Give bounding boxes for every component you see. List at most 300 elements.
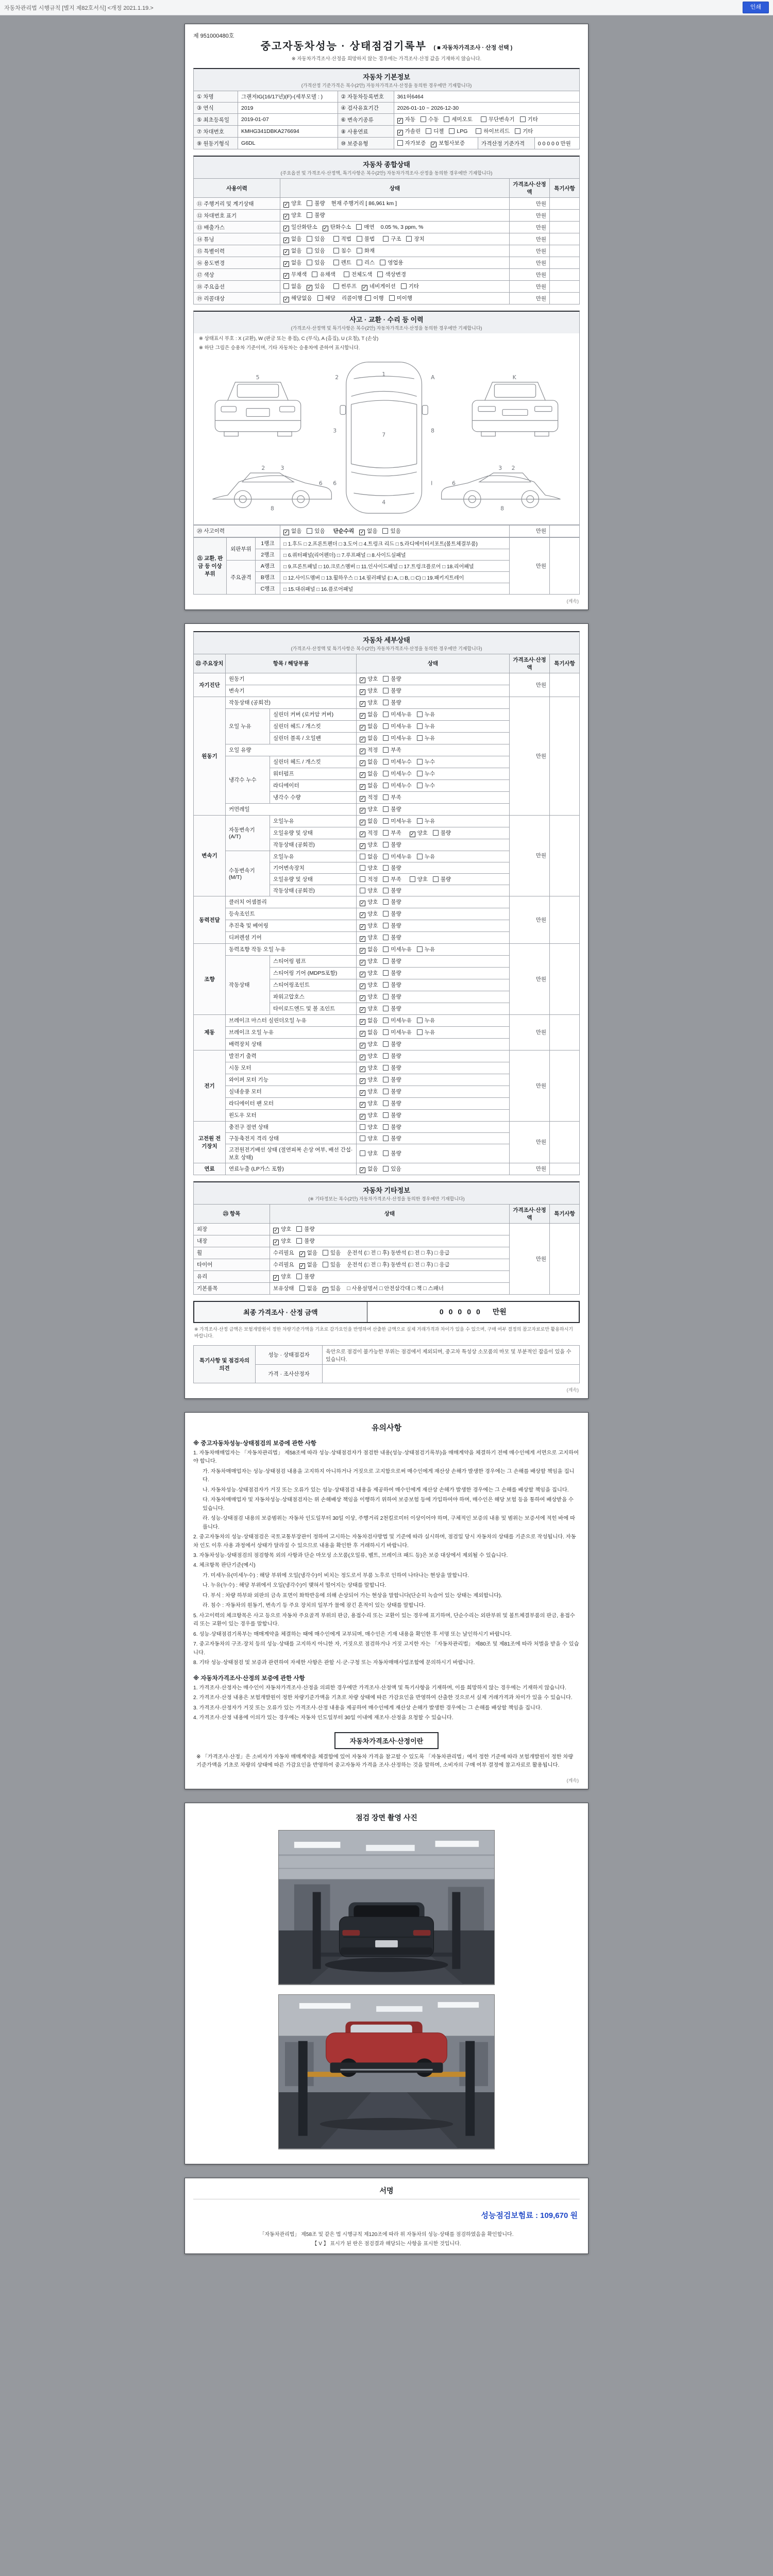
checkbox[interactable] <box>383 1041 389 1047</box>
checkbox-label: 불량 <box>391 1135 401 1142</box>
notice-paragraph: 2. 가격조사·산정 내용은 보험개발원이 정한 차량기준가액을 기초로 차량 상태에 따른 가감요인을 반영하여 산출한 것으로서 실제 거래가격과 차이가 있을 수 있습니다. <box>193 1695 573 1701</box>
checkbox-option <box>360 1165 378 1173</box>
checkbox-label: 기타 <box>527 116 538 123</box>
checkbox[interactable] <box>383 958 389 964</box>
checkbox[interactable] <box>307 200 312 206</box>
checkbox-groups <box>299 1285 341 1292</box>
checkbox[interactable] <box>417 711 423 717</box>
note-cell <box>550 1014 580 1050</box>
checkbox[interactable] <box>383 759 389 765</box>
checkbox[interactable]: ✓ <box>360 772 365 778</box>
item-label: 추진축 및 베어링 <box>226 920 357 931</box>
checkbox[interactable]: ✓ <box>360 724 365 731</box>
field-label: ⑤ 최초등록일 <box>194 114 238 126</box>
checkbox-group <box>273 1225 315 1233</box>
column-header: 가격조사·산정액 <box>510 179 550 198</box>
checkbox[interactable] <box>357 260 362 265</box>
checkbox[interactable] <box>515 128 520 134</box>
photos-section-title: 점검 장면 촬영 사진 <box>356 1814 417 1822</box>
checkbox-label: 양호 <box>367 1124 378 1130</box>
checkbox[interactable] <box>296 1238 302 1244</box>
checkbox-option <box>383 1016 412 1024</box>
checkbox[interactable] <box>417 771 423 776</box>
checkbox[interactable] <box>383 982 389 988</box>
checkbox-label: 미세누유 <box>391 735 412 741</box>
checkbox[interactable] <box>383 711 389 717</box>
checkbox[interactable] <box>383 1166 389 1172</box>
checkbox-label: 적정 <box>367 876 378 883</box>
checkbox-option <box>397 115 415 124</box>
note-cell <box>550 245 580 257</box>
checkbox[interactable] <box>417 818 423 824</box>
checkbox-option <box>299 1249 317 1257</box>
checkbox-label: 기타 <box>523 128 533 134</box>
checkbox[interactable] <box>333 236 339 242</box>
photo-lift-rear-view <box>279 1831 494 1985</box>
checkbox[interactable] <box>360 854 365 859</box>
checkbox[interactable] <box>481 116 486 122</box>
checkbox[interactable] <box>383 1077 389 1082</box>
checkbox[interactable] <box>383 1018 389 1023</box>
amount-cell: 만원 <box>510 537 550 594</box>
row-label: ⑯ 용도변경 <box>194 257 280 269</box>
state-cell <box>357 1038 510 1050</box>
checkbox[interactable] <box>421 116 426 122</box>
checkbox[interactable] <box>383 700 389 705</box>
checkbox[interactable] <box>323 1250 328 1256</box>
checkbox[interactable]: ✓ <box>284 226 289 231</box>
checkbox[interactable] <box>383 1029 389 1035</box>
checkbox[interactable] <box>417 1018 423 1023</box>
checkbox-label: 없음 <box>291 260 302 266</box>
checkbox-option <box>360 898 378 906</box>
checkbox-label: 기타 <box>408 283 419 290</box>
checkbox[interactable] <box>365 295 371 301</box>
checkbox[interactable] <box>417 723 423 729</box>
checkbox[interactable] <box>444 116 449 122</box>
checkbox[interactable] <box>383 935 389 940</box>
checkbox[interactable]: ✓ <box>360 995 365 1001</box>
checkbox[interactable]: ✓ <box>360 819 365 825</box>
checkbox[interactable]: ✓ <box>284 297 289 302</box>
checkbox[interactable] <box>449 128 455 134</box>
checkbox[interactable] <box>417 783 423 788</box>
checkbox[interactable]: ✓ <box>284 249 289 255</box>
field-value <box>394 138 478 149</box>
checkbox[interactable] <box>383 1150 389 1156</box>
row-label: ⑳ 사고이력 <box>194 525 280 537</box>
checkbox[interactable] <box>520 116 526 122</box>
checkbox-group <box>360 1040 401 1048</box>
checkbox[interactable] <box>383 747 389 753</box>
checkbox[interactable]: ✓ <box>360 689 365 695</box>
checkbox[interactable] <box>383 771 389 776</box>
checkbox[interactable]: ✓ <box>360 912 365 918</box>
checkbox[interactable]: ✓ <box>284 529 289 535</box>
checkbox-label: 미세누유 <box>391 818 412 824</box>
checkbox[interactable]: ✓ <box>410 831 415 837</box>
state-cell <box>357 1026 510 1038</box>
checkbox-option <box>360 1005 378 1013</box>
state-cell <box>357 1086 510 1097</box>
checkbox-group <box>299 1249 341 1257</box>
checkbox-label: 있음 <box>314 260 325 266</box>
checkbox[interactable]: ✓ <box>360 1078 365 1084</box>
price-survey-definition-title: 자동차가격조사·산정이란 <box>334 1732 439 1749</box>
checkbox-option <box>383 1040 401 1048</box>
checkbox[interactable] <box>296 1226 302 1232</box>
item-label: 배력장치 상태 <box>226 1038 357 1050</box>
checkbox[interactable]: ✓ <box>360 971 365 977</box>
checkbox[interactable]: ✓ <box>360 701 365 707</box>
table-row <box>194 114 580 126</box>
checkbox[interactable] <box>307 248 312 253</box>
amount-cell: 만원 <box>510 1014 550 1050</box>
checkbox[interactable]: ✓ <box>323 226 328 231</box>
checkbox[interactable] <box>299 1285 305 1291</box>
checkbox-groups <box>360 1065 401 1071</box>
table-row <box>194 210 580 222</box>
checkbox-option <box>383 1064 401 1072</box>
checkbox-label: 불량 <box>391 899 401 905</box>
checkbox[interactable] <box>383 830 389 836</box>
note-cell <box>550 697 580 815</box>
checkbox[interactable] <box>360 1150 365 1156</box>
notice-paragraph: 가. 자동차매매업자는 성능·상태점검 내용을 고지하지 아니하거나 거짓으로 고지함으로써 매수인에게 재산상 손해가 발생한 경우에는 그 손해를 배상할 책임을 집니다. <box>203 1468 575 1483</box>
checkbox-label: 영업용 <box>388 260 404 266</box>
checkbox-option <box>383 1088 401 1095</box>
checkbox[interactable]: ✓ <box>284 273 289 279</box>
checkbox[interactable] <box>333 248 339 253</box>
checkbox[interactable]: ✓ <box>274 1239 278 1245</box>
checkbox[interactable] <box>383 1089 389 1094</box>
checkbox-groups <box>360 935 401 941</box>
checkbox[interactable] <box>383 911 389 917</box>
svg-text:3: 3 <box>280 465 284 472</box>
checkbox[interactable] <box>383 970 389 976</box>
checkbox[interactable] <box>383 1136 389 1141</box>
checkbox[interactable] <box>417 759 423 765</box>
checkbox[interactable] <box>360 876 365 882</box>
column-header: 가격조사·산정액 <box>510 1204 550 1223</box>
checkbox[interactable]: ✓ <box>360 1042 365 1048</box>
checkbox[interactable] <box>433 830 439 836</box>
checkbox[interactable]: ✓ <box>360 983 365 989</box>
checkbox[interactable]: ✓ <box>360 713 365 719</box>
checkbox[interactable]: ✓ <box>284 202 289 208</box>
table-row <box>194 233 580 245</box>
checkbox-label: 없음 <box>291 236 302 242</box>
checkbox[interactable] <box>410 876 415 882</box>
checkbox[interactable] <box>417 735 423 741</box>
checkbox-option <box>377 270 406 278</box>
checkbox[interactable] <box>383 806 389 812</box>
checkbox[interactable] <box>383 923 389 928</box>
checkbox-option <box>383 699 401 706</box>
checkbox[interactable]: ✓ <box>360 736 365 742</box>
checkbox-label: 있음 <box>330 1261 341 1268</box>
checkbox[interactable] <box>357 248 362 253</box>
checkbox-option <box>283 294 312 302</box>
checkbox[interactable]: ✓ <box>360 831 365 837</box>
checkbox[interactable]: ✓ <box>360 1101 365 1108</box>
checkbox-option <box>307 282 325 291</box>
checkbox-option <box>283 199 301 208</box>
checkbox[interactable] <box>383 1100 389 1106</box>
checkbox[interactable] <box>333 260 339 265</box>
checkbox[interactable]: ✓ <box>360 1167 365 1173</box>
checkbox[interactable]: ✓ <box>360 760 365 766</box>
checkbox[interactable]: ✓ <box>274 1227 278 1233</box>
checkbox-option <box>383 817 412 825</box>
checkbox[interactable]: ✓ <box>284 238 289 243</box>
checkbox[interactable]: ✓ <box>362 285 367 291</box>
checkbox-groups <box>360 1053 401 1059</box>
checkbox[interactable] <box>382 528 388 534</box>
checkbox-option <box>397 139 426 147</box>
checkbox-option <box>444 115 473 123</box>
checkbox[interactable] <box>383 899 389 905</box>
print-button[interactable]: 인쇄 <box>743 2 769 13</box>
checkbox-groups <box>360 994 401 1000</box>
checkbox[interactable]: ✓ <box>360 748 365 754</box>
checkbox-option <box>380 259 403 266</box>
legal-confirmation-line-1: 「자동차관리법」 제58조 및 같은 법 시행규칙 제120조에 따라 위 자동차의 성능·상태를 점검하였음을 확인합니다. <box>259 2231 514 2238</box>
checkbox[interactable]: ✓ <box>360 924 365 930</box>
checkbox[interactable]: ✓ <box>299 1263 305 1269</box>
checkbox[interactable] <box>383 842 389 848</box>
checkbox[interactable]: ✓ <box>360 807 365 814</box>
checkbox[interactable]: ✓ <box>360 1066 365 1072</box>
checkbox[interactable] <box>383 854 389 859</box>
checkbox-option <box>360 853 378 860</box>
checkbox-group <box>283 235 325 243</box>
checkbox[interactable] <box>383 688 389 693</box>
checkbox-label: 누유 <box>424 818 435 824</box>
checkbox-option <box>383 746 401 754</box>
checkbox[interactable] <box>433 876 439 882</box>
checkbox[interactable]: ✓ <box>360 936 365 942</box>
checkbox[interactable] <box>380 260 385 265</box>
checkbox[interactable]: ✓ <box>284 261 289 267</box>
checkbox[interactable] <box>383 1124 389 1130</box>
checkbox[interactable]: ✓ <box>360 1054 365 1060</box>
checkbox-option <box>383 722 412 730</box>
record-page-2 <box>184 623 589 1399</box>
checkbox[interactable] <box>383 888 389 893</box>
checkbox[interactable]: ✓ <box>360 1113 365 1120</box>
checkbox-option <box>383 875 401 883</box>
checkbox[interactable] <box>317 295 323 301</box>
item-label: 실내송풍 모터 <box>226 1086 357 1097</box>
checkbox[interactable] <box>323 1262 328 1267</box>
checkbox[interactable] <box>360 865 365 871</box>
checkbox[interactable]: ✓ <box>323 1286 328 1293</box>
checkbox[interactable] <box>360 888 365 893</box>
checkbox[interactable]: ✓ <box>360 529 364 535</box>
checkbox[interactable] <box>377 272 383 277</box>
state-cell <box>357 744 510 756</box>
table-row <box>194 281 580 293</box>
checkbox-option <box>283 282 301 290</box>
checkbox[interactable] <box>383 876 389 882</box>
checkbox[interactable] <box>383 1112 389 1118</box>
column-header: 항목 / 해당부품 <box>226 654 357 673</box>
state-cell <box>357 708 510 720</box>
checkbox[interactable] <box>360 1136 365 1141</box>
checkbox[interactable] <box>383 676 389 682</box>
checkbox[interactable] <box>383 1006 389 1011</box>
checkbox[interactable] <box>283 283 289 289</box>
checkbox-groups <box>273 1274 315 1280</box>
field-label: ① 차명 <box>194 91 238 103</box>
checkbox-option <box>383 1165 401 1173</box>
checkbox-label: 미세누유 <box>391 723 412 730</box>
checkbox[interactable] <box>417 946 423 952</box>
checkbox-option <box>360 758 378 766</box>
checkbox[interactable] <box>383 1065 389 1071</box>
checkbox[interactable] <box>383 818 389 824</box>
state-cell <box>357 1074 510 1086</box>
checkbox-groups <box>283 283 419 290</box>
checkbox[interactable]: ✓ <box>360 784 365 790</box>
checkbox[interactable] <box>383 946 389 952</box>
checkbox-option <box>383 805 401 813</box>
checkbox-label: 세미오토 <box>451 116 473 123</box>
checkbox[interactable] <box>476 128 481 134</box>
checkbox-option <box>360 734 378 742</box>
checkbox[interactable]: ✓ <box>360 900 365 906</box>
table-row <box>194 126 580 138</box>
checkbox-label: 양호 <box>367 1088 378 1095</box>
checkbox-option <box>273 1225 291 1233</box>
checkbox[interactable] <box>307 528 312 534</box>
checkbox[interactable] <box>356 224 362 230</box>
notice-title: 유의사항 <box>372 1423 401 1432</box>
checkbox-option <box>433 829 451 837</box>
checkbox-label: 양호 <box>367 1053 378 1059</box>
document-title <box>193 38 580 53</box>
checkbox[interactable] <box>307 236 312 242</box>
table-row <box>194 222 580 233</box>
checkbox-option <box>383 934 401 941</box>
checkbox-label: 누유 <box>424 1029 435 1036</box>
checkbox[interactable] <box>296 1274 302 1279</box>
checkbox-option <box>360 770 378 778</box>
checkbox-option <box>307 235 325 243</box>
checkbox[interactable]: ✓ <box>299 1251 305 1257</box>
checkbox[interactable] <box>406 236 412 242</box>
checkbox-option <box>383 1111 401 1119</box>
checkbox[interactable] <box>383 794 389 800</box>
note-cell <box>550 815 580 896</box>
checkbox[interactable]: ✓ <box>360 1030 365 1037</box>
checkbox-option <box>360 817 378 825</box>
checkbox[interactable]: ✓ <box>360 1090 365 1096</box>
price-survey-definition-text: ※ 「가격조사·산정」은 소비자가 자동차 매매계약을 체결함에 있어 자동차 가격을 참고할 수 있도록 「자동차관리법」에서 정한 기준에 따라 보험개발원이 정한 차량기준가액을 기초로 차량의 상태에 따른 가감요인을 반영하여 중고자동차 가격을 조사·산정하는 것을 말하며, 소비자의 구매 여부 결정에 참고자료로 활용됩니다. <box>196 1754 574 1768</box>
checkbox[interactable] <box>357 236 362 242</box>
checkbox[interactable]: ✓ <box>360 1019 365 1025</box>
checkbox[interactable]: ✓ <box>360 959 365 965</box>
checkbox[interactable] <box>307 212 312 218</box>
checkbox[interactable] <box>417 1029 423 1035</box>
checkbox-label: 불량 <box>391 1150 401 1157</box>
checkbox[interactable]: ✓ <box>397 118 402 124</box>
checkbox-option <box>417 1028 435 1036</box>
checkbox[interactable] <box>344 272 349 277</box>
checkbox[interactable] <box>383 1053 389 1059</box>
item-label: 스티어링 펌프 <box>270 955 357 967</box>
checkbox-option <box>360 687 378 695</box>
checkbox[interactable]: ✓ <box>431 142 436 147</box>
checkbox-option <box>362 282 396 291</box>
item-label: 디퍼렌셜 기어 <box>226 931 357 943</box>
section-etc-header: 자동차 기타정보 <box>193 1181 580 1195</box>
checkbox[interactable] <box>383 735 389 741</box>
checkbox[interactable]: ✓ <box>360 677 365 683</box>
checkbox[interactable]: ✓ <box>284 214 289 219</box>
vehicle-panel-diagram-svg <box>200 356 573 522</box>
note-cell <box>550 673 580 697</box>
checkbox[interactable] <box>360 1124 365 1130</box>
state-cell <box>357 1121 510 1132</box>
checkbox[interactable] <box>383 236 389 242</box>
item-label: 라디에이터 <box>270 779 357 791</box>
checkbox[interactable]: ✓ <box>360 1007 365 1013</box>
checkbox[interactable] <box>383 723 389 729</box>
checkbox[interactable] <box>397 140 403 146</box>
checkbox[interactable] <box>333 283 339 289</box>
checkbox-label: 없음 <box>367 782 378 789</box>
checkbox-label: 화재 <box>364 248 375 254</box>
note-cell <box>550 222 580 233</box>
checkbox[interactable] <box>383 994 389 999</box>
checkbox[interactable] <box>307 260 312 265</box>
checkbox-groups <box>360 911 401 917</box>
checkbox-label: 불량 <box>391 887 401 894</box>
checkbox[interactable] <box>417 854 423 859</box>
section-overall-note: (주요옵션 및 가격조사·산정액, 특기사항은 복수(2안) 자동차가격조사·산정을 동의한 경우에만 기재합니다) <box>193 170 580 178</box>
checkbox-groups <box>360 946 435 953</box>
checkbox-group <box>360 841 401 849</box>
checkbox[interactable]: ✓ <box>360 947 365 954</box>
checkbox[interactable] <box>389 295 395 301</box>
checkbox-option <box>383 1028 412 1036</box>
checkbox[interactable] <box>383 865 389 871</box>
checkbox[interactable] <box>312 272 317 277</box>
checkbox[interactable]: ✓ <box>360 843 365 849</box>
checkbox-option <box>360 1028 378 1037</box>
checkbox[interactable] <box>401 283 407 289</box>
note-cell <box>550 269 580 281</box>
checkbox[interactable] <box>383 783 389 788</box>
checkbox-groups <box>283 224 375 230</box>
item-label: 작동상태 (공회전) <box>270 839 357 851</box>
checkbox-label: 없음 <box>367 1029 378 1036</box>
checkbox-option <box>417 1016 435 1024</box>
checkbox[interactable]: ✓ <box>274 1275 278 1281</box>
state-cell <box>357 815 510 827</box>
checkbox[interactable]: ✓ <box>360 795 365 802</box>
section-accident-note: (가격조사·산정액 및 특기사항은 복수(2안) 자동차가격조사·산정을 동의한 경우에만 기재합니다) <box>193 325 580 333</box>
checkbox[interactable] <box>426 128 431 134</box>
checkbox-groups <box>283 528 325 534</box>
checkbox[interactable]: ✓ <box>307 285 312 291</box>
table-row <box>194 537 580 549</box>
row-label: 내장 <box>194 1235 270 1247</box>
checkbox[interactable]: ✓ <box>397 130 402 135</box>
field-value: KMHG341DBKA276694 <box>238 126 338 138</box>
